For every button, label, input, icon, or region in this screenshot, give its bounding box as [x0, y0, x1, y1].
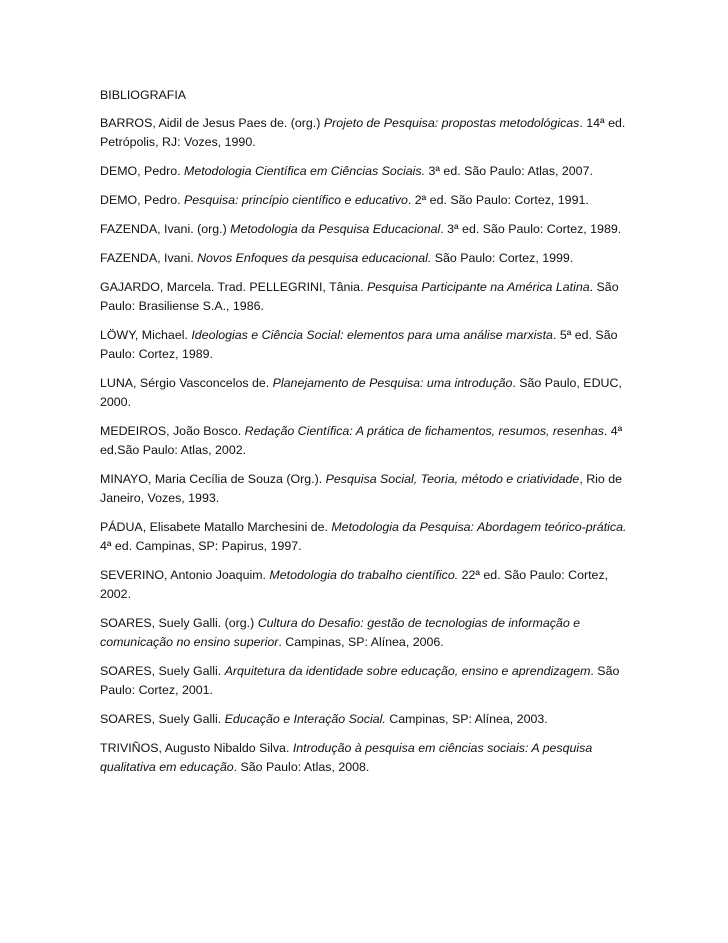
- reference-title: Arquitetura da identidade sobre educação, ensino e aprendizagem: [224, 664, 591, 678]
- reference-entry: [100, 710, 630, 729]
- reference-publication: São Paulo: Cortez, 1999.: [431, 251, 574, 265]
- reference-author: MEDEIROS, João Bosco.: [100, 424, 245, 438]
- reference-author: DEMO, Pedro.: [100, 164, 185, 178]
- reference-title: Metodologia da Pesquisa: Abordagem teórico-prática.: [331, 520, 627, 534]
- reference-entry: [100, 662, 630, 700]
- reference-publication: Campinas, SP: Alínea, 2003.: [385, 712, 548, 726]
- reference-entry: [100, 114, 630, 152]
- page-title: BIBLIOGRAFIA: [100, 88, 187, 102]
- reference-author: SOARES, Suely Galli.: [100, 664, 225, 678]
- reference-title: Novos Enfoques da pesquisa educacional.: [197, 251, 432, 265]
- reference-publication: . 14ª ed. Petrópolis, RJ: Vozes, 1990.: [100, 116, 626, 149]
- reference-title: Ideologias e Ciência Social: elementos para uma análise marxista: [191, 328, 553, 342]
- reference-title: Planejamento de Pesquisa: uma introdução: [272, 376, 513, 390]
- reference-author: FAZENDA, Ivani.: [100, 251, 198, 265]
- reference-author: BARROS, Aidil de Jesus Paes de. (org.): [100, 116, 324, 130]
- reference-title: Pesquisa Participante na América Latina: [366, 280, 590, 294]
- reference-entry: [100, 614, 630, 652]
- reference-publication: . 3ª ed. São Paulo: Cortez, 1989.: [440, 222, 622, 236]
- reference-author: GAJARDO, Marcela. Trad. PELLEGRINI, Tânia.: [100, 280, 367, 294]
- reference-publication: . Campinas, SP: Alínea, 2006.: [278, 635, 444, 649]
- reference-author: MINAYO, Maria Cecília de Souza (Org.).: [100, 472, 326, 486]
- reference-publication: . São Paulo: Brasiliense S.A., 1986.: [100, 280, 619, 313]
- reference-title: Pesquisa: princípio científico e educativo: [184, 193, 408, 207]
- reference-entry: [100, 326, 630, 364]
- reference-publication: 22ª ed. São Paulo: Cortez, 2002.: [100, 568, 609, 601]
- reference-entry: [100, 162, 630, 181]
- reference-author: PÁDUA, Elisabete Matallo Marchesini de.: [100, 520, 332, 534]
- bibliography-page: [100, 86, 630, 787]
- reference-entry: [100, 566, 630, 604]
- reference-author: TRIVIÑOS, Augusto Nibaldo Silva.: [100, 741, 293, 755]
- reference-title: Redação Científica: A prática de fichamentos, resumos, resenhas: [244, 424, 604, 438]
- reference-list: [100, 114, 630, 777]
- reference-title: Introdução à pesquisa em ciências sociais: A pesquisa qualitativa em educação: [100, 741, 593, 774]
- reference-entry: [100, 278, 630, 316]
- reference-publication: 3ª ed. São Paulo: Atlas, 2007.: [425, 164, 593, 178]
- reference-entry: [100, 518, 630, 556]
- reference-title: Metodologia Científica em Ciências Sociais.: [184, 164, 426, 178]
- reference-entry: [100, 249, 630, 268]
- reference-author: LUNA, Sérgio Vasconcelos de.: [100, 376, 273, 390]
- reference-author: SOARES, Suely Galli. (org.): [100, 616, 258, 630]
- reference-publication: . 5ª ed. São Paulo: Cortez, 1989.: [100, 328, 618, 361]
- reference-publication: . São Paulo, EDUC, 2000.: [100, 376, 622, 409]
- reference-publication: . São Paulo: Cortez, 2001.: [100, 664, 620, 697]
- reference-title: Cultura do Desafio: gestão de tecnologias de informação e comunicação no ensino superior: [100, 616, 581, 649]
- reference-author: SEVERINO, Antonio Joaquim.: [100, 568, 270, 582]
- reference-author: SOARES, Suely Galli.: [100, 712, 225, 726]
- reference-author: FAZENDA, Ivani. (org.): [100, 222, 231, 236]
- reference-title: Pesquisa Social, Teoria, método e criatividade: [325, 472, 580, 486]
- reference-entry: [100, 374, 630, 412]
- reference-entry: [100, 422, 630, 460]
- reference-publication: . 2ª ed. São Paulo: Cortez, 1991.: [407, 193, 589, 207]
- reference-title: Metodologia da Pesquisa Educacional: [230, 222, 441, 236]
- reference-publication: . São Paulo: Atlas, 2008.: [233, 760, 370, 774]
- reference-entry: [100, 191, 630, 210]
- reference-entry: [100, 220, 630, 239]
- reference-entry: [100, 739, 630, 777]
- reference-publication: , Rio de Janeiro, Vozes, 1993.: [100, 472, 623, 505]
- reference-title: Metodologia do trabalho científico.: [269, 568, 459, 582]
- reference-title: Projeto de Pesquisa: propostas metodológicas: [323, 116, 580, 130]
- reference-author: LÖWY, Michael.: [100, 328, 192, 342]
- reference-author: DEMO, Pedro.: [100, 193, 185, 207]
- reference-publication: . 4ª ed.São Paulo: Atlas, 2002.: [100, 424, 623, 457]
- reference-publication: 4ª ed. Campinas, SP: Papirus, 1997.: [100, 539, 302, 553]
- reference-entry: [100, 470, 630, 508]
- reference-title: Educação e Interação Social.: [224, 712, 386, 726]
